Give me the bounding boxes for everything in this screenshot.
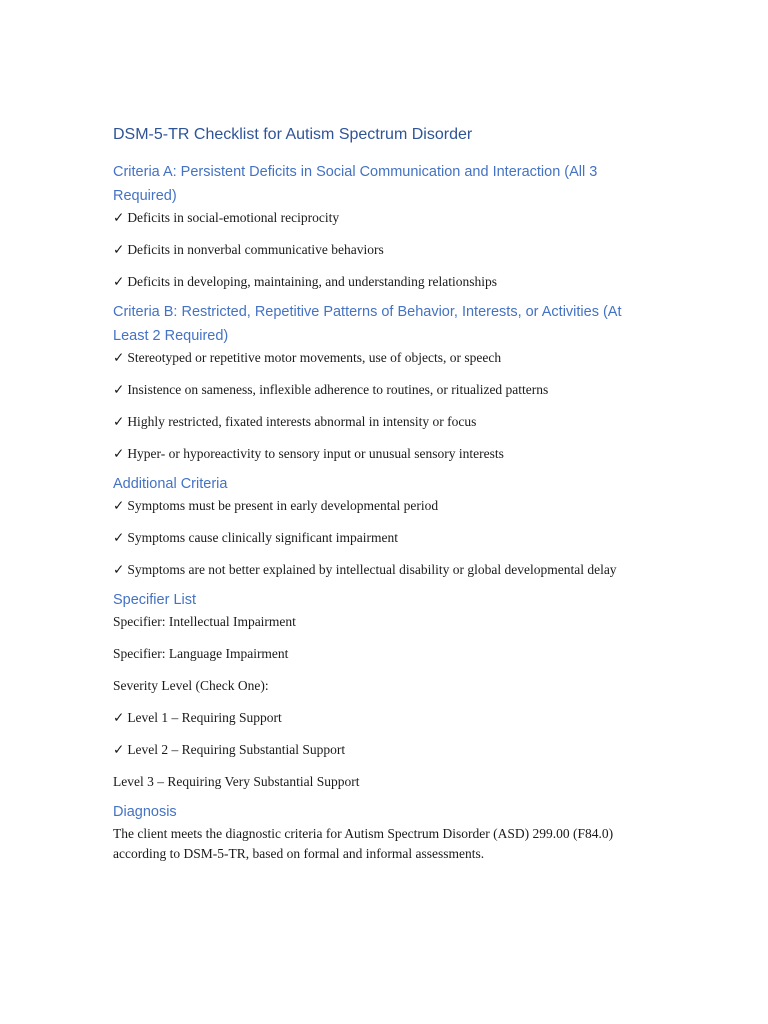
check-mark-icon: ✓	[113, 382, 125, 397]
checklist-item	[113, 560, 658, 580]
check-mark-icon: ✓	[113, 530, 125, 545]
check-mark-icon: ✓	[113, 710, 125, 725]
checklist-item	[113, 528, 658, 548]
severity-level-label: Severity Level (Check One):	[113, 678, 269, 693]
checklist-item	[113, 348, 658, 368]
document-page	[113, 122, 658, 872]
document-title: DSM-5-TR Checklist for Autism Spectrum Disorder	[113, 126, 473, 143]
section-heading-specifier-list: Specifier List	[113, 592, 197, 608]
check-mark-icon: ✓	[113, 498, 125, 513]
checklist-item-text: Deficits in developing, maintaining, and understanding relationships	[127, 274, 497, 289]
specifier-intellectual-impairment: Specifier: Intellectual Impairment	[113, 614, 296, 629]
checklist-item	[113, 272, 658, 292]
checklist-item	[113, 208, 658, 228]
checklist-item-text: Hyper- or hyporeactivity to sensory input or unusual sensory interests	[127, 446, 504, 461]
check-mark-icon: ✓	[113, 414, 125, 429]
section-criteria-b	[113, 300, 658, 464]
checklist-item-text: Highly restricted, fixated interests abnormal in intensity or focus	[127, 414, 477, 429]
check-mark-icon: ✓	[113, 446, 125, 461]
section-heading-criteria-a: Criteria A: Persistent Deficits in Social Communication and Interaction (All 3 Required)	[113, 164, 598, 204]
section-heading-additional-criteria: Additional Criteria	[113, 476, 228, 492]
checklist-item-text: Symptoms are not better explained by intellectual disability or global developmental delay	[127, 562, 617, 577]
check-mark-icon: ✓	[113, 350, 125, 365]
checklist-item	[113, 412, 658, 432]
checklist-item-text: Stereotyped or repetitive motor movements, use of objects, or speech	[127, 350, 502, 365]
severity-level-2-text: Level 2 – Requiring Substantial Support	[127, 742, 346, 757]
checklist-item-text: Symptoms cause clinically significant impairment	[127, 530, 399, 545]
section-specifier-list	[113, 588, 658, 792]
checklist-item	[113, 240, 658, 260]
severity-level-2	[113, 740, 658, 760]
section-heading-diagnosis: Diagnosis	[113, 804, 177, 820]
checklist-item-text: Insistence on sameness, inflexible adherence to routines, or ritualized patterns	[127, 382, 549, 397]
section-diagnosis	[113, 800, 658, 864]
check-mark-icon: ✓	[113, 242, 125, 257]
checklist-item	[113, 496, 658, 516]
specifier-language-impairment: Specifier: Language Impairment	[113, 646, 289, 661]
checklist-item	[113, 380, 658, 400]
severity-level-1-text: Level 1 – Requiring Support	[127, 710, 282, 725]
check-mark-icon: ✓	[113, 742, 125, 757]
diagnosis-text: The client meets the diagnostic criteria for Autism Spectrum Disorder (ASD) 299.00 (F84.0) according to DSM-5-TR, based on formal and informal assessments.	[113, 826, 614, 861]
checklist-item-text: Symptoms must be present in early developmental period	[127, 498, 439, 513]
severity-level-1	[113, 708, 658, 728]
section-additional-criteria	[113, 472, 658, 580]
check-mark-icon: ✓	[113, 274, 125, 289]
check-mark-icon: ✓	[113, 562, 125, 577]
checklist-item-text: Deficits in social-emotional reciprocity	[127, 210, 340, 225]
severity-level-3: Level 3 – Requiring Very Substantial Support	[113, 774, 360, 789]
checklist-item-text: Deficits in nonverbal communicative behaviors	[127, 242, 384, 257]
section-heading-criteria-b: Criteria B: Restricted, Repetitive Patterns of Behavior, Interests, or Activities (At Least 2 Required)	[113, 304, 622, 344]
checklist-item	[113, 444, 658, 464]
check-mark-icon: ✓	[113, 210, 125, 225]
section-criteria-a	[113, 160, 658, 292]
